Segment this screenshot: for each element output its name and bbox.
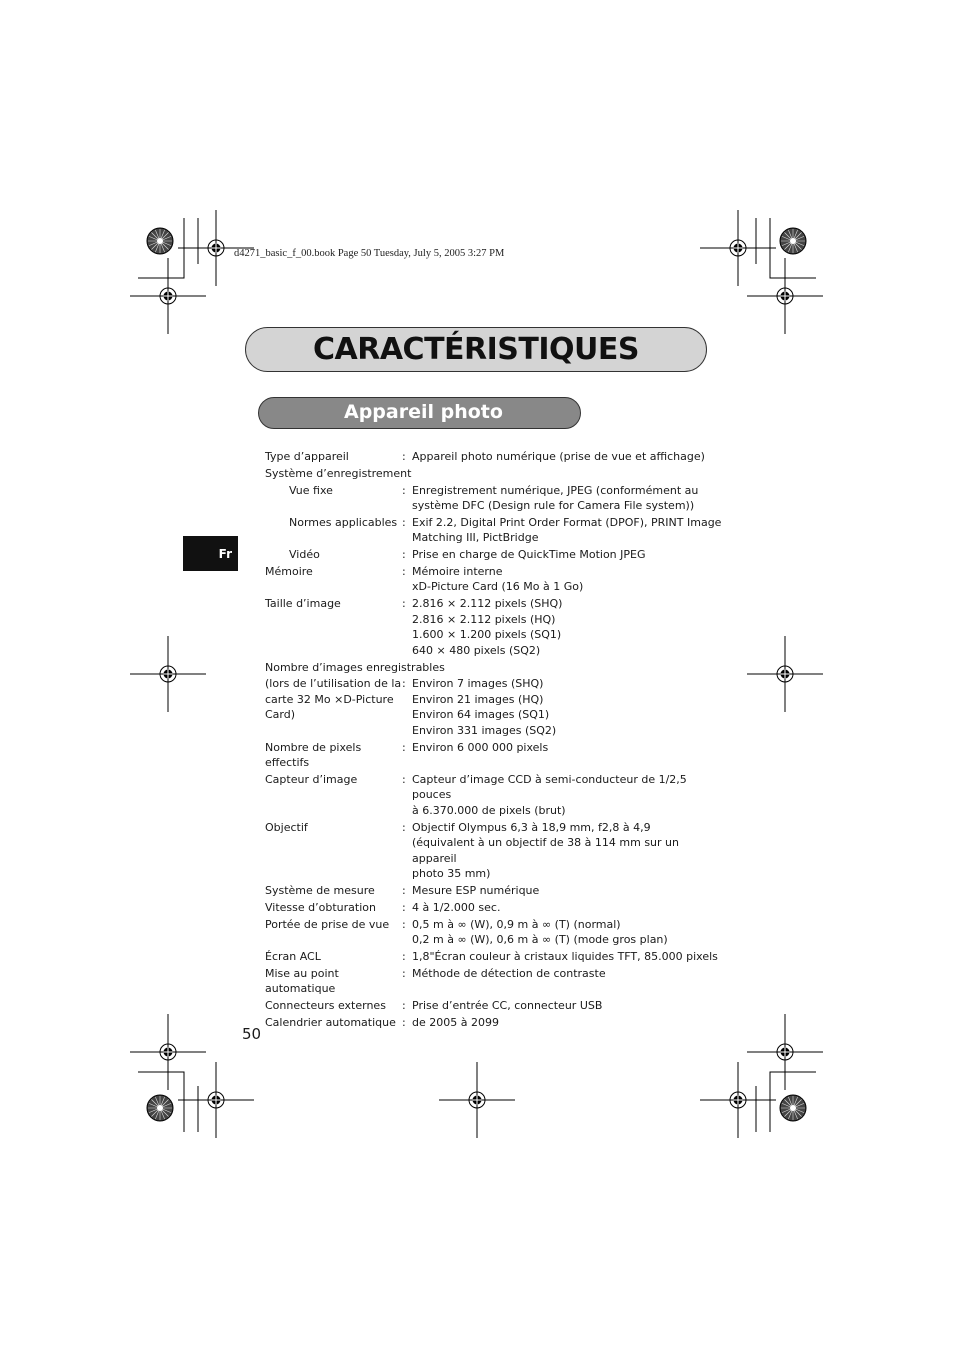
spec-label: (lors de l’utilisation de la carte 32 Mo ×D-Picture Card): [265, 677, 402, 722]
spec-row-memory: Mémoire : Mémoire interne xD-Picture Card (16 Mo à 1 Go): [265, 564, 725, 595]
spec-label: Calendrier automatique: [265, 1015, 396, 1029]
spec-label: Mémoire: [265, 564, 313, 578]
spec-row-autofocus: Mise au point automatique : Méthode de détection de contraste: [265, 966, 725, 997]
spec-value: de 2005 à 2099: [412, 1015, 499, 1029]
spec-row-lcd: Écran ACL : 1,8"Écran couleur à cristaux liquides TFT, 85.000 pixels: [265, 949, 725, 965]
print-header: d4271_basic_f_00.book Page 50 Tuesday, July 5, 2005 3:27 PM: [234, 248, 505, 259]
spec-table: [265, 449, 725, 1032]
spec-row-shooting-range: Portée de prise de vue : 0,5 m à ∞ (W), 0,9 m à ∞ (T) (normal) 0,2 m à ∞ (W), 0,6 m à ∞ (T) (mode gros plan): [265, 917, 725, 948]
spec-value: 0,5 m à ∞ (W), 0,9 m à ∞ (T) (normal) 0,2 m à ∞ (W), 0,6 m à ∞ (T) (mode gros plan): [412, 917, 668, 947]
spec-label: Système de mesure: [265, 884, 375, 898]
spec-label: Type d’appareil: [265, 450, 349, 463]
spec-value: 4 à 1/2.000 sec.: [412, 900, 501, 914]
spec-row-video: Vidéo : Prise en charge de QuickTime Motion JPEG: [265, 547, 725, 563]
spec-label: Nombre de pixels effectifs: [265, 740, 362, 770]
spec-value: Appareil photo numérique (prise de vue et affichage): [412, 450, 705, 463]
spec-value: Prise en charge de QuickTime Motion JPEG: [412, 548, 646, 562]
spec-value: Mémoire interne xD-Picture Card (16 Mo à 1 Go): [412, 564, 584, 594]
spec-value: 2.816 × 2.112 pixels (SHQ) 2.816 × 2.112 pixels (HQ) 1.600 × 1.200 pixels (SQ1) 640 × 480 pixels (SQ2): [412, 597, 563, 657]
section-banner: [258, 397, 581, 429]
spec-row-camera-type: Type d’appareil : Appareil photo numérique (prise de vue et affichage): [265, 449, 725, 465]
spec-label: Taille d’image: [265, 597, 341, 611]
spec-value: Mesure ESP numérique: [412, 884, 540, 898]
spec-row-shutter: Vitesse d’obturation : 4 à 1/2.000 sec.: [265, 900, 725, 916]
spec-label: Connecteurs externes: [265, 999, 386, 1013]
spec-row-recording-system: [265, 466, 725, 482]
spec-value: Enregistrement numérique, JPEG (conformément au système DFC (Design rule for Camera File system)): [412, 483, 699, 513]
spec-label: Nombre d’images enregistrables: [265, 660, 445, 674]
spec-value: Capteur d’image CCD à semi-conducteur de 1/2,5 pouces à 6.370.000 de pixels (brut): [412, 772, 687, 817]
spec-row-storable-images: [265, 660, 725, 676]
spec-value: Environ 7 images (SHQ) Environ 21 images (HQ) Environ 64 images (SQ1) Environ 331 images (SQ2): [412, 677, 557, 737]
spec-row-calendar: Calendrier automatique : de 2005 à 2099: [265, 1015, 725, 1031]
spec-row-standards: Normes applicables : Exif 2.2, Digital Print Order Format (DPOF), PRINT Image Matching III, PictBridge: [265, 515, 725, 546]
spec-row-image-size: Taille d’image : 2.816 × 2.112 pixels (SHQ) 2.816 × 2.112 pixels (HQ) 1.600 × 1.200 pixels (SQ1) 640 × 480 pixels (SQ2): [265, 596, 725, 658]
page-title-banner: [245, 327, 707, 372]
spec-value: 1,8"Écran couleur à cristaux liquides TFT, 85.000 pixels: [412, 949, 718, 963]
spec-label: Vue fixe: [289, 483, 333, 497]
spec-value: Environ 6 000 000 pixels: [412, 740, 549, 754]
spec-row-still: Vue fixe : Enregistrement numérique, JPEG (conformément au système DFC (Design rule for Camera File system)): [265, 483, 725, 514]
spec-value: Objectif Olympus 6,3 à 18,9 mm, f2,8 à 4,9 (équivalent à un objectif de 38 à 114 mm sur un appareil photo 35 mm): [412, 820, 679, 881]
spec-label: Normes applicables: [289, 515, 398, 529]
spec-value: Prise d’entrée CC, connecteur USB: [412, 999, 603, 1013]
spec-label: Système d’enregistrement: [265, 466, 412, 480]
spec-value: Exif 2.2, Digital Print Order Format (DPOF), PRINT Image Matching III, PictBridge: [412, 515, 722, 545]
spec-label: Capteur d’image: [265, 772, 358, 786]
spec-label: Objectif: [265, 820, 308, 834]
page-number: 50: [242, 1025, 262, 1043]
spec-label: Vidéo: [289, 548, 320, 562]
spec-label: Portée de prise de vue: [265, 917, 390, 931]
spec-label: Vitesse d’obturation: [265, 900, 376, 914]
spec-row-metering: Système de mesure : Mesure ESP numérique: [265, 883, 725, 899]
page-title: CARACTÉRISTIQUES: [313, 332, 639, 367]
spec-row-image-sensor: Capteur d’image : Capteur d’image CCD à semi-conducteur de 1/2,5 pouces à 6.370.000 de pixels (brut): [265, 772, 725, 819]
spec-value: Méthode de détection de contraste: [412, 966, 606, 980]
spec-row-card-capacity: (lors de l’utilisation de la carte 32 Mo ×D-Picture Card) : Environ 7 images (SHQ) Environ 21 images (HQ) Environ 64 images (SQ1) Environ 331 images (SQ2): [265, 676, 725, 738]
spec-row-effective-pixels: Nombre de pixels effectifs : Environ 6 000 000 pixels: [265, 740, 725, 771]
spec-label: Mise au point automatique: [265, 966, 339, 996]
spec-label: Écran ACL: [265, 949, 321, 963]
spec-row-connectors: Connecteurs externes : Prise d’entrée CC, connecteur USB: [265, 998, 725, 1014]
section-title: Appareil photo: [344, 401, 503, 423]
language-tab: Fr: [183, 536, 238, 571]
spec-row-lens: Objectif : Objectif Olympus 6,3 à 18,9 mm, f2,8 à 4,9 (équivalent à un objectif de 38 à 114 mm sur un appareil photo 35 mm): [265, 820, 725, 882]
